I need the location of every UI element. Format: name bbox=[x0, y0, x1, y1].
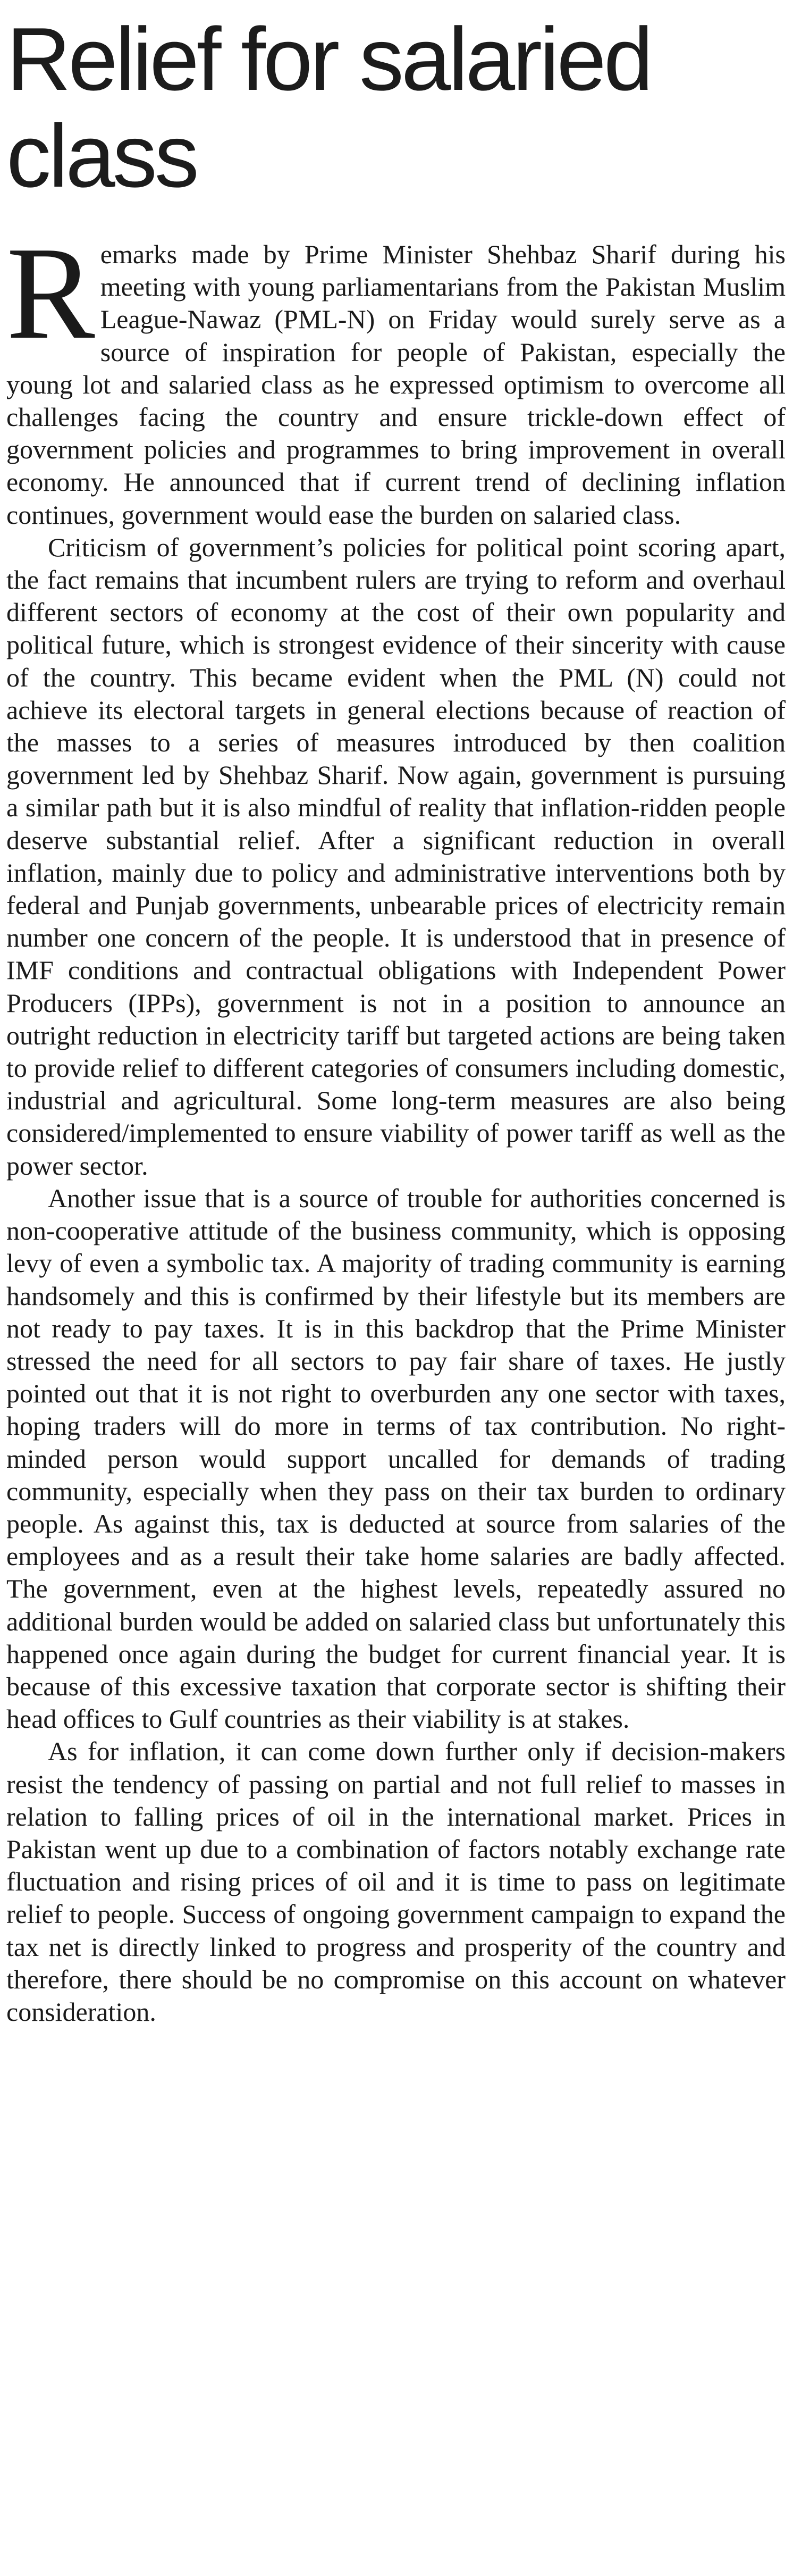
lead-paragraph-text: emarks made by Prime Minister Shehbaz Sharif during his meeting with young parliamentarians from the Pakistan Muslim League-Nawaz (PML-N) on Friday would surely serve as a source of inspiration for people of Pakistan, especially the young lot and salaried class as he expressed optimism to overcome all challenges facing the country and ensure trickle-down effect of government policies and programmes to bring improvement in overall economy. He announced that if current trend of declining inflation continues, government would ease the burden on salaried class. bbox=[6, 239, 786, 530]
article-body bbox=[6, 220, 786, 2028]
paragraph-policy-criticism: Criticism of government’s policies for political point scoring apart, the fact remains that incumbent rulers are trying to reform and overhaul different sectors of economy at the cost of their own popularity and political future, which is strongest evidence of their sincerity with cause of the country. This became evident when the PML (N) could not achieve its electoral targets in general elections because of reaction of the masses to a series of measures introduced by then coalition government led by Shehbaz Sharif. Now again, government is pursuing a similar path but it is also mindful of reality that inflation-ridden people deserve substantial relief. After a significant reduction in overall inflation, mainly due to policy and administrative interventions both by federal and Punjab governments, unbearable prices of electricity remain number one concern of the people. It is understood that in presence of IMF conditions and contractual obligations with Independent Power Producers (IPPs), government is not in a position to announce an outright reduction in electricity tariff but targeted actions are being taken to provide relief to different categories of consumers including domestic, industrial and agricultural. Some long-term measures are also being considered/implemented to ensure viability of power tariff as well as the power sector. bbox=[6, 532, 786, 1181]
paragraph-inflation: As for inflation, it can come down further only if decision-makers resist the tendency of passing on partial and not full relief to masses in relation to falling prices of oil in the international market. Prices in Pakistan went up due to a combination of factors notably exchange rate fluctuation and rising prices of oil and it is time to pass on legitimate relief to people. Success of ongoing government campaign to expand the tax net is directly linked to progress and prosperity of the country and therefore, there should be no compromise on this account on whatever consideration. bbox=[6, 1736, 786, 2027]
paragraph-business-community: Another issue that is a source of trouble for authorities concerned is non-cooperative attitude of the business community, which is opposing levy of even a symbolic tax. A majority of trading community is earning handsomely and this is confirmed by their lifestyle but its members are not ready to pay taxes. It is in this backdrop that the Prime Minister stressed the need for all sectors to pay fair share of taxes. He justly pointed out that it is not right to overburden any one sector with taxes, hoping traders will do more in terms of tax contribution. No right-minded person would support uncalled for demands of trading community, especially when they pass on their tax burden to ordinary people. As against this, tax is deducted at source from salaries of the employees and as a result their take home salaries are badly affected. The government, even at the highest levels, repeatedly assured no additional burden would be added on salaried class but unfortunately this happened once again during the budget for current financial year. It is because of this excessive taxation that corporate sector is shifting their head offices to Gulf countries as their viability is at stakes. bbox=[6, 1183, 786, 1734]
editorial-article bbox=[6, 11, 786, 2028]
drop-cap: R bbox=[6, 220, 95, 367]
headline: Relief for salaried class bbox=[6, 9, 651, 206]
lead-paragraph bbox=[6, 220, 786, 531]
